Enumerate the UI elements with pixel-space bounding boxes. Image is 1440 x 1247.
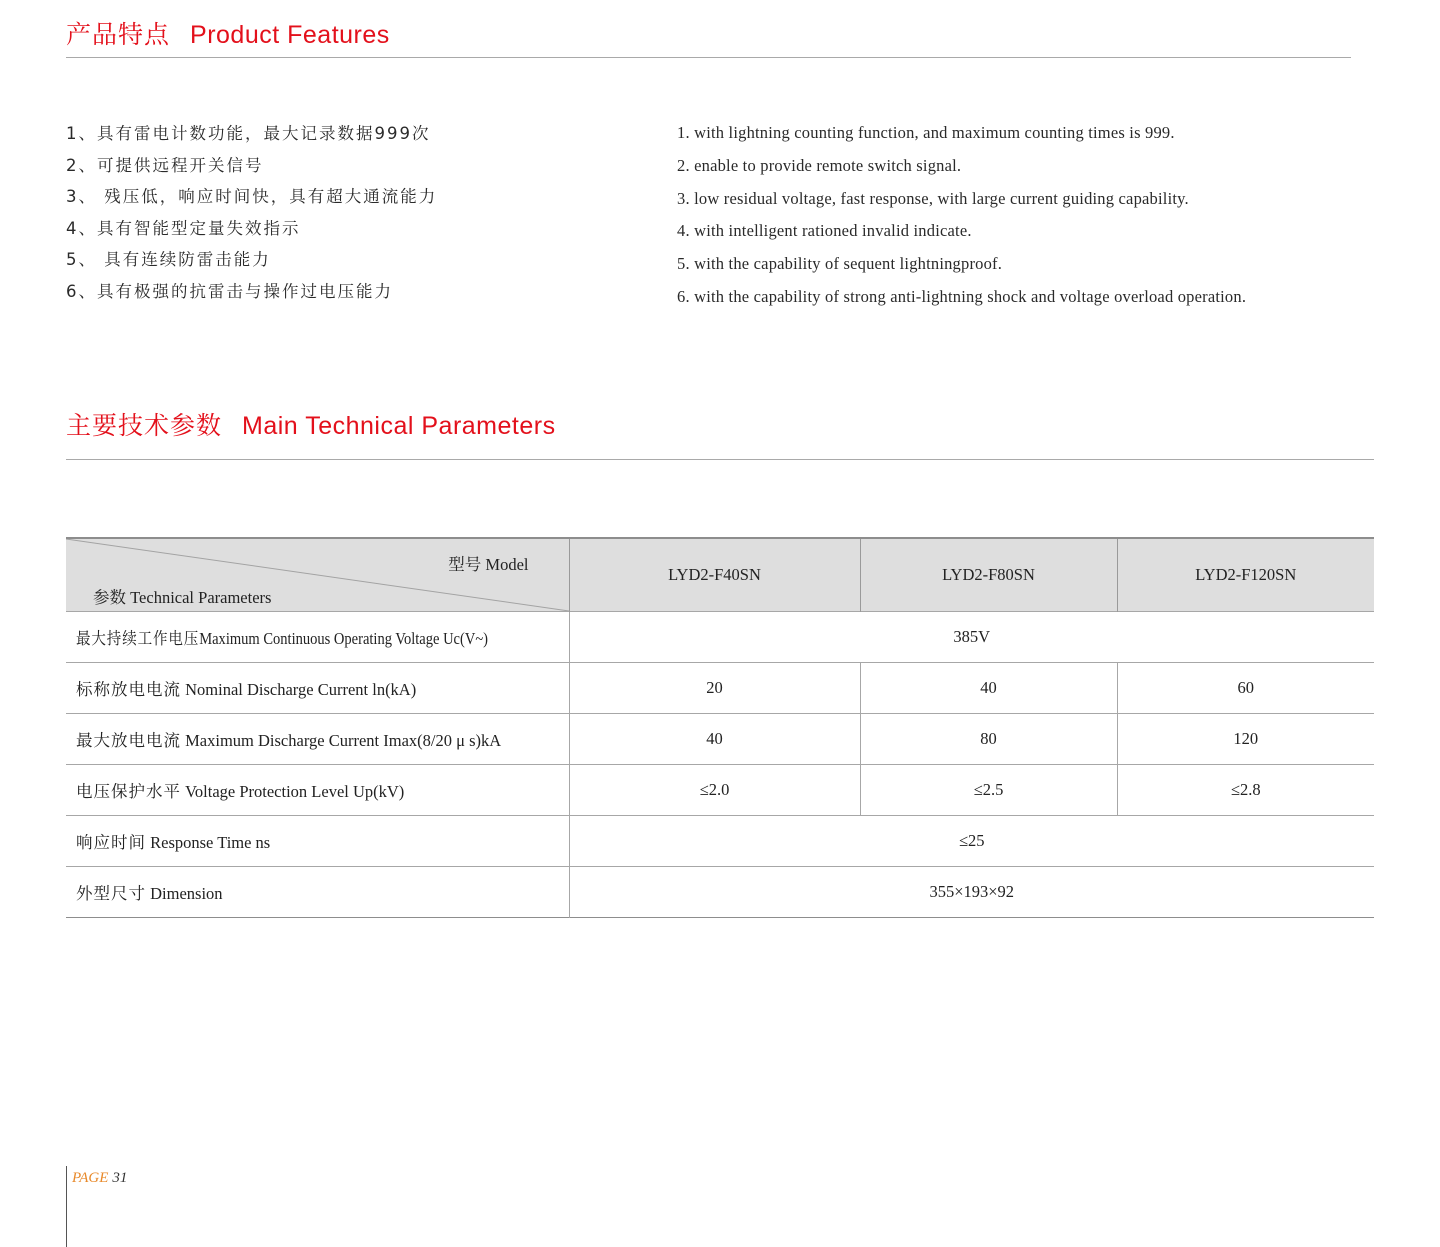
- header-corner-cell: [66, 538, 569, 612]
- row-label: [66, 663, 569, 714]
- row-label-cn: 外型尺寸: [76, 884, 146, 903]
- feature-item-en: 2. enable to provide remote switch signal.: [677, 155, 962, 175]
- row-label-en: Response Time ns: [150, 833, 271, 852]
- row-label: [66, 612, 569, 663]
- param-label: 参数 Technical Parameters: [93, 588, 272, 607]
- table-row: [66, 816, 1374, 867]
- row-label: [66, 765, 569, 816]
- feature-item-en: 5. with the capability of sequent lightningproof.: [677, 254, 1003, 274]
- model-label: 型号 Model: [448, 555, 529, 574]
- row-label: [66, 816, 569, 867]
- feature-item-cn: 6、具有极强的抗雷击与操作过电压能力: [66, 281, 393, 301]
- feature-item-cn: 2、可提供远程开关信号: [66, 155, 264, 175]
- feature-item-en: 4. with intelligent rationed invalid indicate.: [677, 221, 972, 241]
- shared-value-cell: ≤25: [569, 816, 1374, 867]
- value-cell: 40: [860, 663, 1117, 714]
- row-label-cn: 最大放电电流: [76, 731, 181, 750]
- value-cell: 40: [569, 714, 860, 765]
- model-header: LYD2-F40SN: [569, 538, 860, 612]
- params-title: [66, 406, 556, 442]
- table-row: [66, 612, 1374, 663]
- row-label-en: Nominal Discharge Current ln(kA): [185, 680, 417, 699]
- features-list-en: [677, 120, 1246, 317]
- row-label: [66, 714, 569, 765]
- row-label-en: Voltage Protection Level Up(kV): [185, 782, 405, 801]
- shared-value-cell: 385V: [569, 612, 1374, 663]
- table-row: [66, 663, 1374, 714]
- page-number-value: 31: [112, 1170, 128, 1186]
- params-divider: [66, 459, 1374, 460]
- row-label-cn: 标称放电电流: [76, 680, 181, 699]
- value-cell: 80: [860, 714, 1117, 765]
- feature-item-en: 1. with lightning counting function, and maximum counting times is 999.: [677, 123, 1175, 142]
- features-divider: [66, 57, 1351, 58]
- feature-item-en: 3. low residual voltage, fast response, with large current guiding capability.: [677, 188, 1189, 208]
- params-title-en: Main Technical Parameters: [242, 412, 556, 440]
- row-label-en: Maximum Continuous Operating Voltage Uc(V~): [199, 629, 489, 648]
- value-cell: 60: [1117, 663, 1374, 714]
- page-label: PAGE: [72, 1170, 109, 1186]
- features-title-cn: 产品特点: [66, 20, 171, 49]
- value-cell: 120: [1117, 714, 1374, 765]
- value-cell: 20: [569, 663, 860, 714]
- params-header-row: [66, 538, 1374, 612]
- shared-value-cell: 355×193×92: [569, 867, 1374, 918]
- params-title-cn: 主要技术参数: [66, 411, 223, 440]
- row-label-en: Maximum Discharge Current Imax(8/20 μ s)kA: [185, 731, 502, 750]
- row-label-cn: 响应时间: [76, 833, 146, 852]
- row-label: [66, 867, 569, 918]
- feature-item-cn: 5、 具有连续防雷击能力: [66, 250, 271, 269]
- value-cell: ≤2.0: [569, 765, 860, 816]
- features-list-cn: [66, 121, 437, 310]
- params-table: [66, 537, 1374, 918]
- feature-item-cn: 4、具有智能型定量失效指示: [66, 218, 301, 238]
- feature-item-cn: 1、具有雷电计数功能，最大记录数据999次: [66, 124, 431, 143]
- table-row: [66, 765, 1374, 816]
- value-cell: ≤2.8: [1117, 765, 1374, 816]
- value-cell: ≤2.5: [860, 765, 1117, 816]
- feature-item-cn: 3、 残压低，响应时间快，具有超大通流能力: [66, 187, 438, 206]
- page-margin-line: [66, 1166, 67, 1247]
- model-header: LYD2-F120SN: [1117, 538, 1374, 612]
- features-title-en: Product Features: [190, 21, 390, 49]
- page-number: [72, 1170, 127, 1187]
- table-row: [66, 714, 1374, 765]
- model-header: LYD2-F80SN: [860, 538, 1117, 612]
- table-row: [66, 867, 1374, 918]
- row-label-cn: 最大持续工作电压: [76, 629, 200, 648]
- features-title: [66, 15, 390, 51]
- row-label-en: Dimension: [150, 884, 223, 903]
- feature-item-en: 6. with the capability of strong anti-lightning shock and voltage overload operation.: [677, 286, 1247, 306]
- row-label-cn: 电压保护水平: [76, 782, 181, 801]
